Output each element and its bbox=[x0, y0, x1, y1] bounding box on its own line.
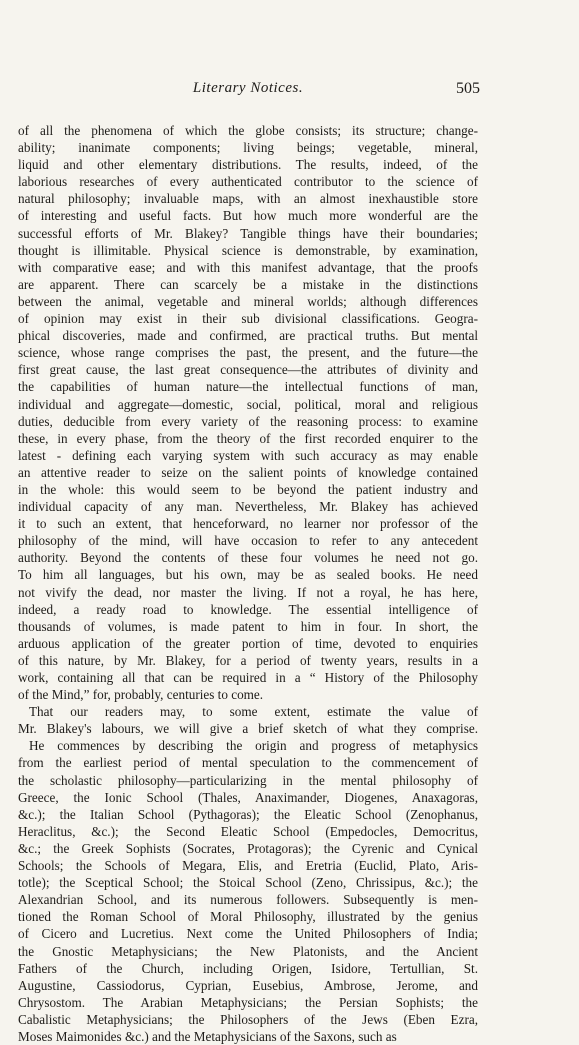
text-line: not vivify the dead, nor master the living. If not a royal, he has here, bbox=[18, 584, 478, 600]
text-line: work, containing all that can be required in a “ History of the Philosophy bbox=[18, 670, 478, 685]
text-line: Chrysostom. The Arabian Metaphysicians; the Persian Sophists; the bbox=[18, 994, 478, 1010]
text-line: Fathers of the Church, including Origen, Isidore, Tertullian, St. bbox=[18, 960, 478, 976]
text-line: thought is illimitable. Physical science is demonstrable, by examination, bbox=[18, 242, 478, 258]
text-line: That our readers may, to some extent, estimate the value of bbox=[29, 704, 478, 720]
text-line: first great cause, the last great consequence—the attributes of divinity and bbox=[18, 362, 478, 378]
running-title: Literary Notices. bbox=[192, 80, 304, 96]
text-line: the Gnostic Metaphysicians; the New Platonists, and the Ancient bbox=[18, 943, 478, 959]
text-line: &c.); the Italian School (Pythagoras); the Eleatic School (Zenophanus, bbox=[18, 806, 478, 822]
text-line: Alexandrian School, and its numerous followers. Subsequently is men- bbox=[18, 892, 478, 908]
text-line: are apparent. There can scarcely be a mistake in the distinctions bbox=[18, 276, 478, 292]
text-line: ability; inanimate components; living beings; vegetable, mineral, bbox=[18, 140, 478, 156]
text-line: of Cicero and Lucretius. Next come the United Philosophers of India; bbox=[18, 926, 478, 942]
text-line: individual and aggregate—domestic, social, political, moral and religious bbox=[18, 396, 478, 412]
text-line: philosophy of the mind, will have occasion to refer to any antecedent bbox=[18, 533, 478, 549]
text-line: of this nature, by Mr. Blakey, for a period of twenty years, results in a bbox=[18, 652, 478, 668]
text-line: individual capacity of any man. Nevertheless, Mr. Blakey has achieved bbox=[18, 499, 478, 515]
text-line: with comparative ease; and with this manifest advantage, that the proofs bbox=[18, 259, 478, 275]
text-line: of the Mind,” for, probably, centuries to come. bbox=[18, 687, 264, 703]
text-line: science, whose range comprises the past, the present, and the future—the bbox=[18, 345, 478, 361]
text-line: phical discoveries, made and confirmed, are practical truths. But mental bbox=[18, 328, 478, 344]
text-line: tioned the Roman School of Moral Philosophy, illustrated by the genius bbox=[18, 909, 478, 925]
text-line: an attentive reader to seize on the salient points of knowledge contained bbox=[18, 464, 478, 480]
text-line: laborious researches of every authenticated contributor to the science of bbox=[18, 174, 478, 190]
text-line: Augustine, Cassiodorus, Cyprian, Eusebius, Ambrose, Jerome, and bbox=[18, 977, 478, 993]
text-line: Cabalistic Metaphysicians; the Philosophers of the Jews (Eben Ezra, bbox=[18, 1011, 478, 1027]
text-line: duties, deducible from every variety of the reasoning process: to examine bbox=[18, 413, 478, 429]
page-header bbox=[18, 80, 478, 104]
text-line: thousands of volumes, is made patent to him in four. In short, the bbox=[18, 618, 478, 634]
text-line: it to such an extent, that henceforward, no learner nor professor of the bbox=[18, 516, 478, 532]
text-line: the capabilities of human nature—the intellectual functions of man, bbox=[18, 379, 478, 395]
text-line: &c.; the Greek Sophists (Socrates, Protagoras); the Cyrenic and Cynical bbox=[18, 840, 478, 856]
text-line: in the whole: this would seem to be beyond the patient industry and bbox=[18, 481, 478, 497]
text-line: liquid and other elementary distributions. The results, indeed, of the bbox=[18, 157, 478, 173]
text-line: indeed, a ready road to knowledge. The essential intelligence of bbox=[18, 601, 478, 617]
text-line: of opinion may exist in their sub divisional classifications. Geogra- bbox=[18, 311, 478, 327]
text-line: Mr. Blakey's labours, we will give a brief sketch of what they comprise. bbox=[18, 721, 478, 737]
text-line: totle); the Sceptical School; the Stoical School (Zeno, Chrissipus, &c.); the bbox=[18, 875, 478, 891]
text-line: of interesting and useful facts. But how much more wonderful are the bbox=[18, 208, 478, 224]
text-line: between the animal, vegetable and mineral worlds; although differences bbox=[18, 293, 478, 309]
text-line: Heraclitus, &c.); the Second Eleatic School (Empedocles, Democritus, bbox=[18, 823, 478, 839]
text-line: To him all languages, but his own, may be as sealed books. He need bbox=[18, 567, 478, 583]
text-line: Moses Maimonides &c.) and the Metaphysicians of the Saxons, such as bbox=[18, 1028, 397, 1044]
text-line: of all the phenomena of which the globe consists; its structure; change- bbox=[18, 123, 478, 138]
text-line: arduous application of the greater portion of time, devoted to enquiries bbox=[18, 635, 478, 651]
text-line: authority. Beyond the contents of these four volumes he need not go. bbox=[18, 550, 478, 566]
text-line: latest - defining each varying system with such accuracy as may enable bbox=[18, 447, 478, 463]
text-line: Greece, the Ionic School (Thales, Anaximander, Diogenes, Anaxagoras, bbox=[18, 789, 478, 805]
text-line: natural philosophy; invaluable maps, with an almost inexhaustible store bbox=[18, 191, 478, 207]
text-line: Schools; the Schools of Megara, Elis, and Eretria (Euclid, Plato, Aris- bbox=[18, 858, 478, 874]
page-number: 505 bbox=[456, 80, 480, 97]
text-line: from the earliest period of mental speculation to the commencement of bbox=[18, 755, 478, 771]
text-line: He commences by describing the origin and progress of metaphysics bbox=[29, 738, 478, 754]
body-text bbox=[18, 122, 478, 1045]
text-line: these, in every phase, from the theory of the first recorded enquirer to the bbox=[18, 430, 478, 446]
text-line: successful efforts of Mr. Blakey? Tangible things have their boundaries; bbox=[18, 225, 478, 241]
text-line: the scholastic philosophy—particularizing in the mental philosophy of bbox=[18, 772, 478, 788]
